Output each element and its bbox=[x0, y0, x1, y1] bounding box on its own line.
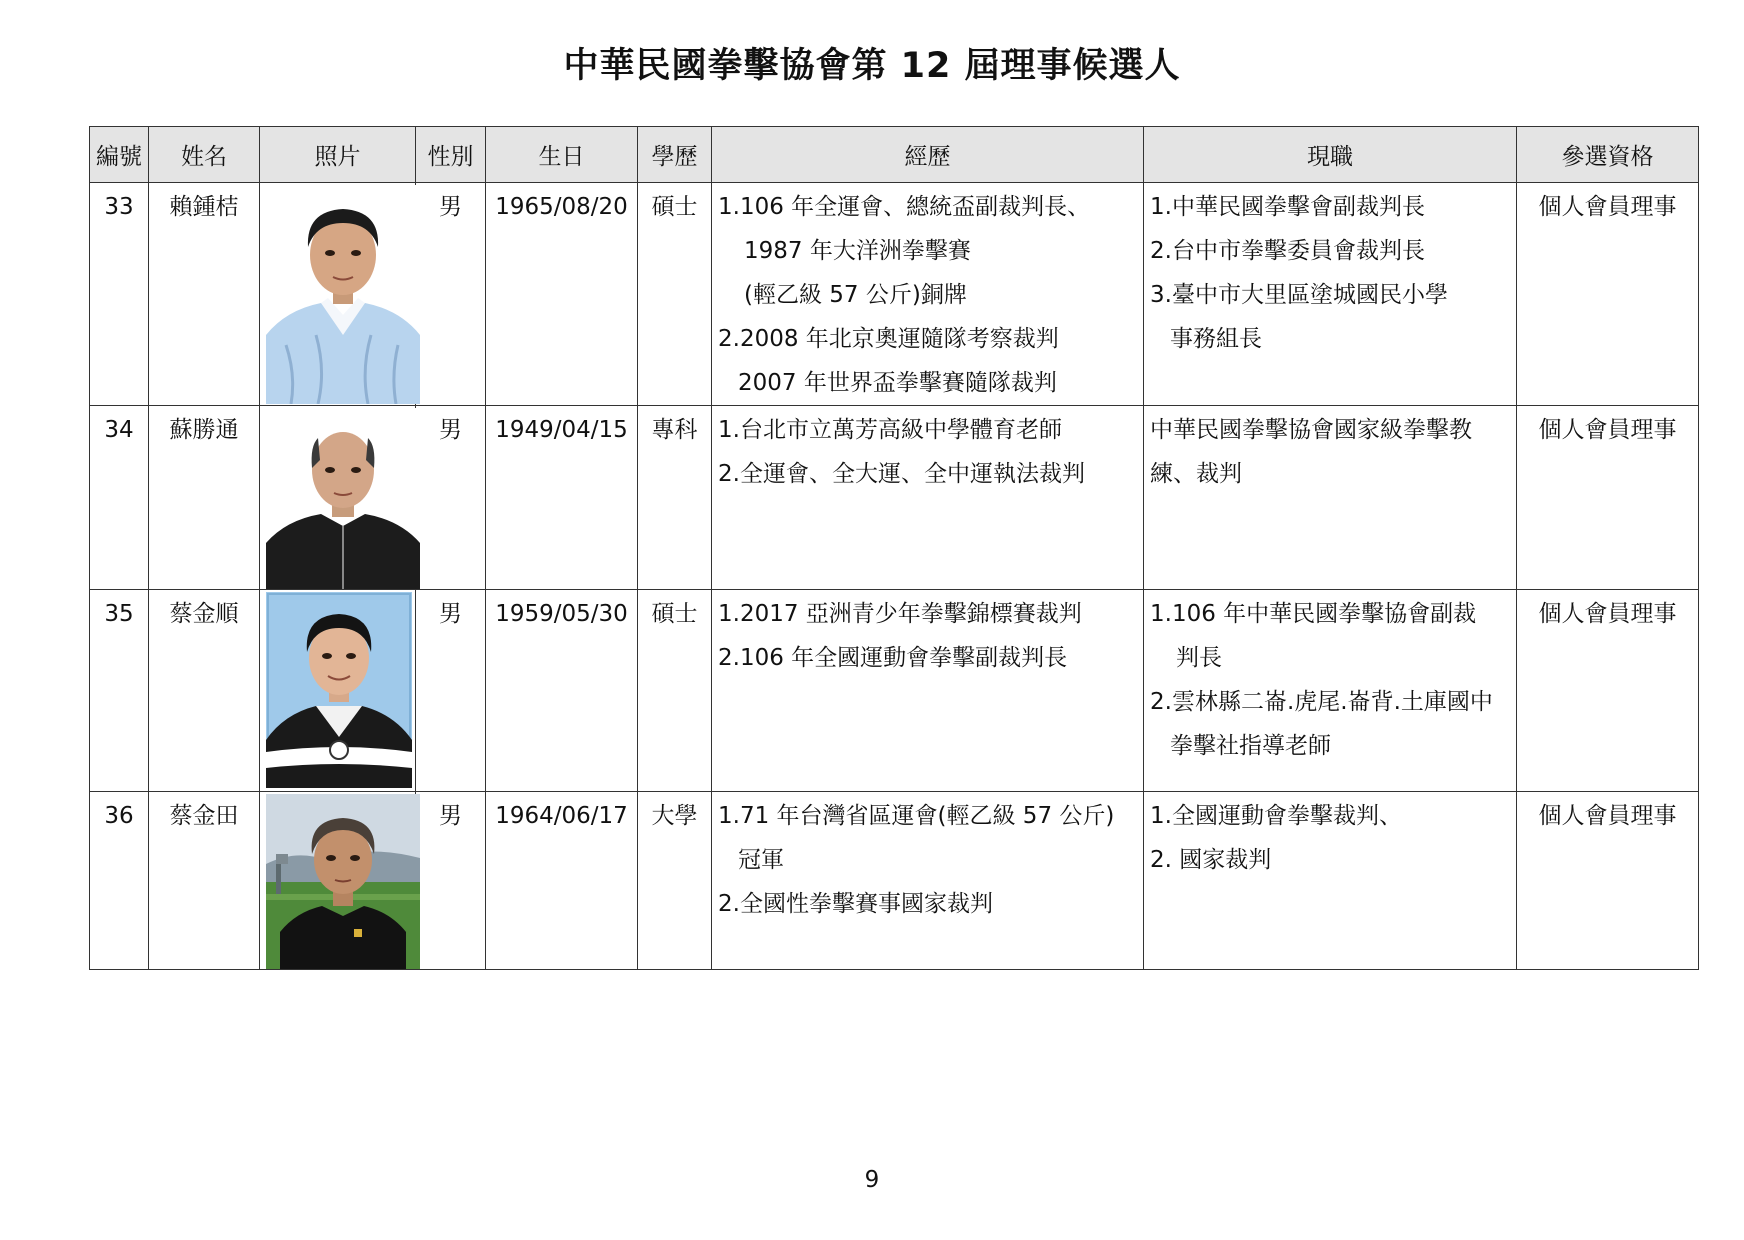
candidate-photo bbox=[266, 794, 420, 969]
position-line: 判長 bbox=[1176, 645, 1222, 671]
candidate-photo bbox=[266, 592, 412, 788]
header-experience: 經歷 bbox=[712, 127, 1144, 183]
position-line: 2.台中市拳擊委員會裁判長 bbox=[1150, 238, 1425, 264]
header-sex: 性別 bbox=[416, 127, 486, 183]
candidate-birthday: 1964/06/17 bbox=[486, 792, 638, 970]
header-birthday: 生日 bbox=[486, 127, 638, 183]
candidate-photo-cell bbox=[260, 183, 416, 406]
experience-line: 1.106 年全運會、總統盃副裁判長、 bbox=[718, 194, 1091, 220]
position-line: 2. 國家裁判 bbox=[1150, 847, 1272, 873]
position-line: 中華民國拳擊協會國家級拳擊教 bbox=[1150, 417, 1472, 443]
candidate-education: 碩士 bbox=[638, 183, 712, 406]
position-line: 1.106 年中華民國拳擊協會副裁 bbox=[1150, 601, 1477, 627]
candidate-sex: 男 bbox=[416, 406, 486, 590]
position-line: 拳擊社指導老師 bbox=[1170, 733, 1331, 759]
position-line: 2.雲林縣二崙.虎尾.崙背.土庫國中 bbox=[1150, 689, 1493, 715]
candidate-sex: 男 bbox=[416, 590, 486, 792]
candidate-photo-cell bbox=[260, 406, 416, 590]
position-line: 1.全國運動會拳擊裁判、 bbox=[1150, 803, 1402, 829]
table-header-row bbox=[90, 127, 1699, 183]
candidate-current-position bbox=[1144, 183, 1517, 406]
position-line: 1.中華民國拳擊會副裁判長 bbox=[1150, 194, 1425, 220]
candidate-photo bbox=[266, 185, 420, 404]
candidate-name: 蘇勝通 bbox=[149, 406, 260, 590]
header-education: 學歷 bbox=[638, 127, 712, 183]
header-name: 姓名 bbox=[149, 127, 260, 183]
header-photo: 照片 bbox=[260, 127, 416, 183]
candidate-birthday: 1949/04/15 bbox=[486, 406, 638, 590]
candidate-photo-cell bbox=[260, 792, 416, 970]
table-row bbox=[90, 406, 1699, 590]
page-number: 9 bbox=[864, 1167, 880, 1193]
candidate-name: 賴鍾桔 bbox=[149, 183, 260, 406]
experience-line: 冠軍 bbox=[738, 847, 784, 873]
candidate-experience bbox=[712, 183, 1144, 406]
experience-line: 2007 年世界盃拳擊賽隨隊裁判 bbox=[738, 370, 1057, 396]
position-line: 練、裁判 bbox=[1150, 461, 1242, 487]
experience-line: 1.2017 亞洲青少年拳擊錦標賽裁判 bbox=[718, 601, 1082, 627]
header-qualification: 參選資格 bbox=[1517, 127, 1699, 183]
candidate-birthday: 1965/08/20 bbox=[486, 183, 638, 406]
candidate-experience bbox=[712, 406, 1144, 590]
candidate-number: 33 bbox=[90, 183, 149, 406]
candidate-qualification: 個人會員理事 bbox=[1517, 406, 1699, 590]
table-row bbox=[90, 590, 1699, 792]
candidate-qualification: 個人會員理事 bbox=[1517, 792, 1699, 970]
candidate-number: 35 bbox=[90, 590, 149, 792]
candidate-experience bbox=[712, 590, 1144, 792]
candidate-experience bbox=[712, 792, 1144, 970]
experience-line: 2.全運會、全大運、全中運執法裁判 bbox=[718, 461, 1085, 487]
table-row bbox=[90, 792, 1699, 970]
experience-line: 1.台北市立萬芳高級中學體育老師 bbox=[718, 417, 1062, 443]
experience-line: 1987 年大洋洲拳擊賽 bbox=[744, 238, 971, 264]
position-line: 3.臺中市大里區塗城國民小學 bbox=[1150, 282, 1448, 308]
candidate-education: 大學 bbox=[638, 792, 712, 970]
header-current-position: 現職 bbox=[1144, 127, 1517, 183]
candidate-current-position bbox=[1144, 406, 1517, 590]
candidate-qualification: 個人會員理事 bbox=[1517, 590, 1699, 792]
page-title: 中華民國拳擊協會第 12 屆理事候選人 bbox=[563, 46, 1181, 86]
experience-line: 2.2008 年北京奧運隨隊考察裁判 bbox=[718, 326, 1059, 352]
candidate-birthday: 1959/05/30 bbox=[486, 590, 638, 792]
candidate-qualification: 個人會員理事 bbox=[1517, 183, 1699, 406]
candidate-name: 蔡金田 bbox=[149, 792, 260, 970]
experience-line: 2.106 年全國運動會拳擊副裁判長 bbox=[718, 645, 1068, 671]
candidate-education: 專科 bbox=[638, 406, 712, 590]
experience-line: 1.71 年台灣省區運會(輕乙級 57 公斤) bbox=[718, 803, 1115, 829]
header-number: 編號 bbox=[90, 127, 149, 183]
candidate-sex: 男 bbox=[416, 792, 486, 970]
position-line: 事務組長 bbox=[1170, 326, 1262, 352]
candidate-table bbox=[89, 126, 1699, 970]
experience-line: 2.全國性拳擊賽事國家裁判 bbox=[718, 891, 993, 917]
candidate-photo bbox=[266, 408, 420, 589]
candidate-education: 碩士 bbox=[638, 590, 712, 792]
candidate-name: 蔡金順 bbox=[149, 590, 260, 792]
candidate-current-position bbox=[1144, 590, 1517, 792]
candidate-sex: 男 bbox=[416, 183, 486, 406]
candidate-photo-cell bbox=[260, 590, 416, 792]
candidate-number: 34 bbox=[90, 406, 149, 590]
experience-line: (輕乙級 57 公斤)銅牌 bbox=[744, 282, 967, 308]
candidate-number: 36 bbox=[90, 792, 149, 970]
table-row bbox=[90, 183, 1699, 406]
candidate-current-position bbox=[1144, 792, 1517, 970]
